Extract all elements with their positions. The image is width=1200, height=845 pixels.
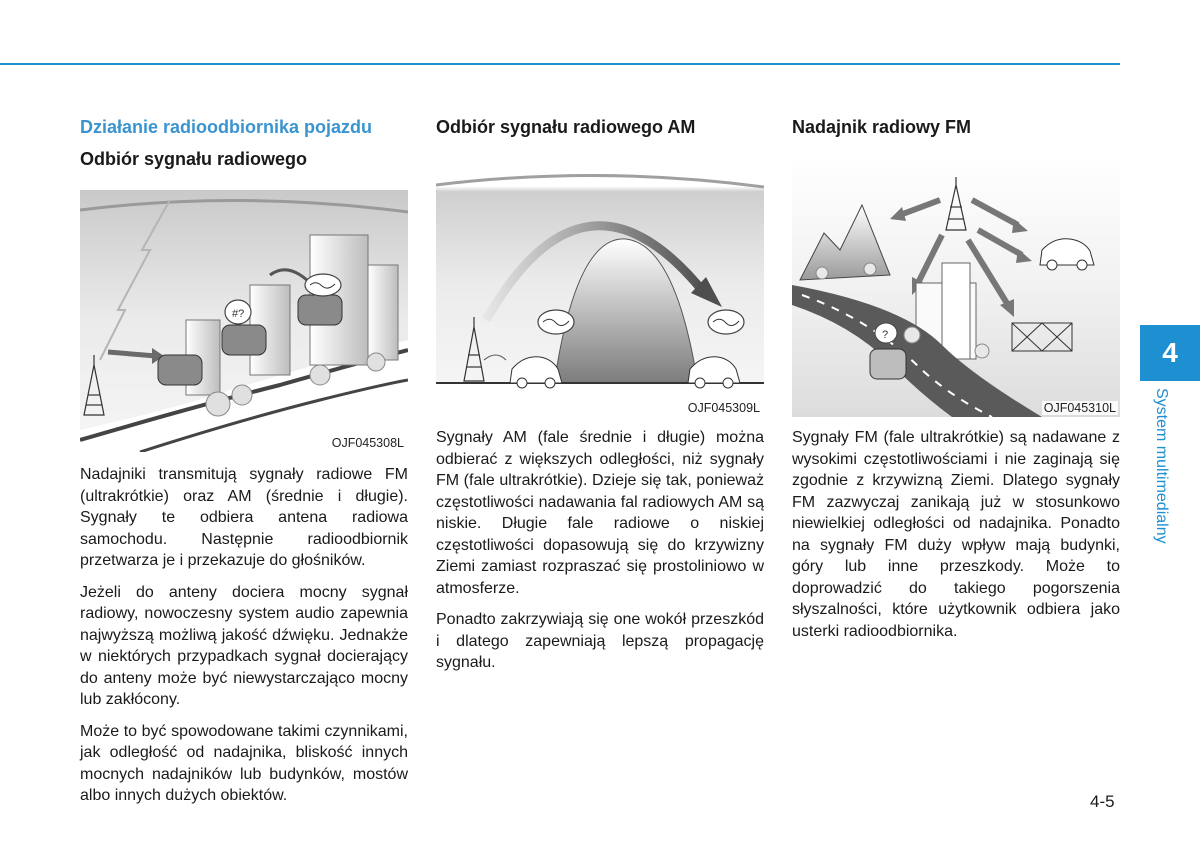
heading-am-reception: Odbiór sygnału radiowego AM [436, 117, 696, 137]
illustration-am-propagation [436, 155, 764, 417]
paragraph: Ponadto zakrzywiają się one wokół przeszkód i dlatego zapewniają lepszą propagację sygnału. [436, 611, 764, 671]
figure-code: OJF045308L [331, 436, 404, 450]
paragraph: Może to być spowodowane takimi czynnikami, jak odległość od nadajnika, bliskość innych mocnych nadajników lub budynków, mostów albo innych dużych obiektów. [80, 722, 408, 804]
figure-code: OJF045310L [1043, 401, 1116, 415]
paragraph: Nadajniki transmitują sygnały radiowe FM (ultrakrótkie) oraz AM (średnie i długie). Sygnały te odbiera antena radiowa samochodu. Następnie radioodbiornik przetwarza je i przekazuje do głośników. [80, 466, 408, 569]
illustration-fm-obstacles [792, 155, 1120, 417]
paragraph: Sygnały FM (fale ultrakrótkie) są nadawane z wysokimi częstotliwościami i nie zaginają się zgodnie z krzywizną Ziemi. Dlatego sygnały FM zazwyczaj zanikają już w stosunkowo niewielkiej odległości od nadajnika. Ponadto na sygnały FM duży wpływ mają budynki, góry lub inne przeszkody. Może to doprowadzić do takiego pogorszenia słyszalności, które użytkownik odbiera jako usterki radioodbiornika. [792, 429, 1120, 640]
illustration-city-reception [80, 190, 408, 452]
paragraph: Sygnały AM (fale średnie i długie) można odbierać z większych odległości, niż sygnały FM (fale ultrakrótkie). Dzieje się tak, ponieważ częstotliwości nadawania fal radiowych AM są niskie. Długie fale radiowe o niskiej częstotliwości dopasowują się do krzywizny Ziemi zamiast rozpraszać się prostoliniowo w atmosferze. [436, 429, 764, 597]
chapter-label: System multimedialny [1153, 388, 1170, 544]
paragraph: Jeżeli do anteny dociera mocny sygnał radiowy, nowoczesny system audio zapewnia najwyższą możliwą jakość dźwięku. Jednakże w niektórych przypadkach sygnał docierający do anteny może być niewystarczająco mocny lub zakłócony. [80, 583, 408, 708]
heading-radio-reception: Odbiór sygnału radiowego [80, 149, 308, 169]
figure-fm-transmitter [792, 155, 1120, 417]
svg-text:?: ? [882, 329, 889, 341]
figure-radio-reception [80, 190, 408, 452]
heading-fm-transmitter: Nadajnik radiowy FM [792, 117, 972, 137]
page-number: 4-5 [1090, 792, 1115, 811]
chapter-tab: 4 [1140, 325, 1200, 381]
figure-am-reception [436, 155, 764, 417]
column-fm [792, 114, 1120, 642]
column-reception [80, 114, 408, 807]
header-rule [0, 63, 1120, 65]
svg-text:#?: #? [232, 308, 245, 320]
figure-code: OJF045309L [687, 401, 760, 415]
section-title: Działanie radioodbiornika pojazdu [80, 117, 373, 137]
column-am [436, 114, 764, 674]
